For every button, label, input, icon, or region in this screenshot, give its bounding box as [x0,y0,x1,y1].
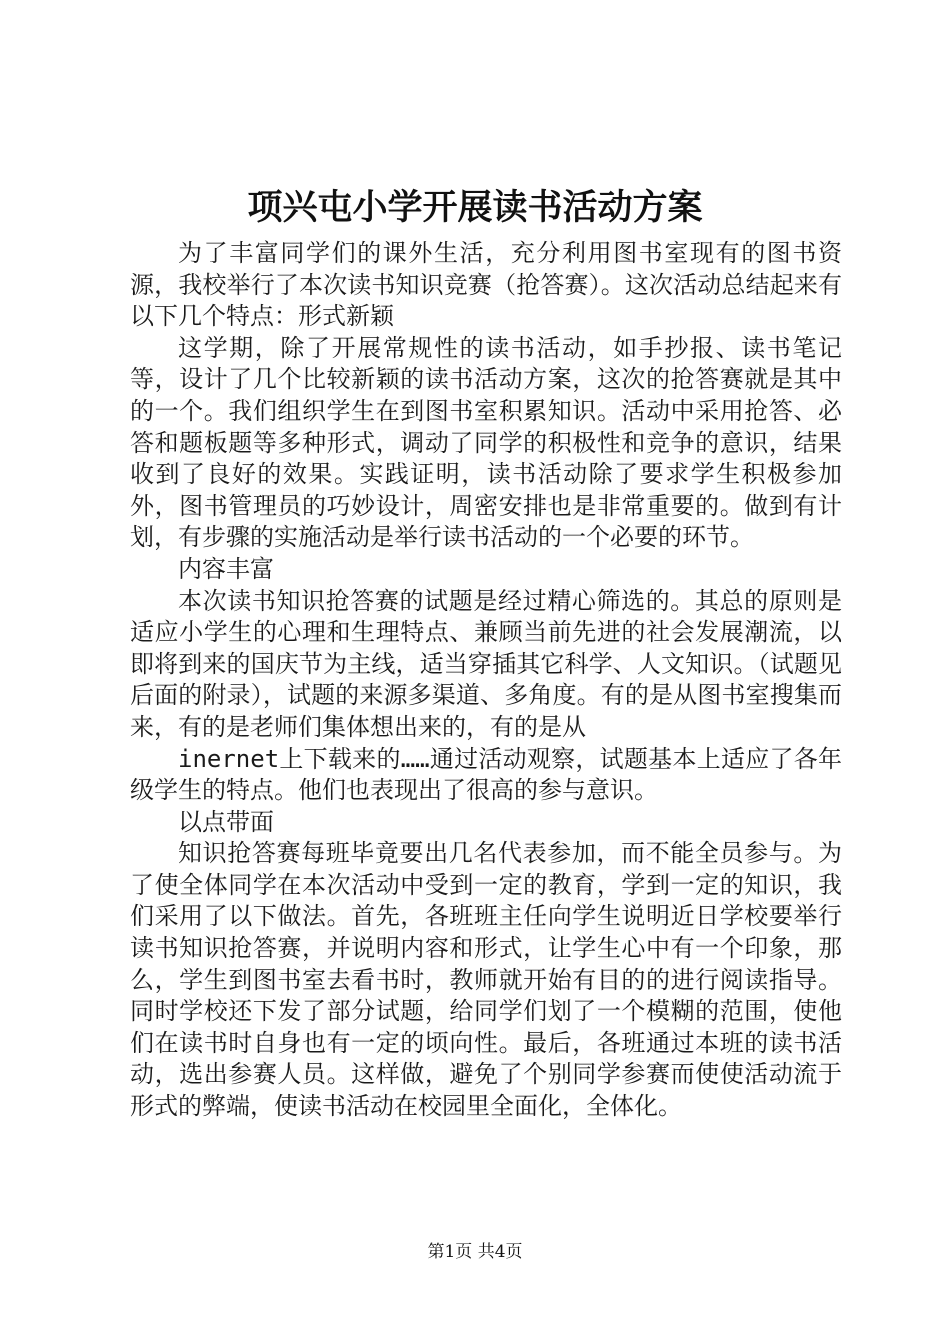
paragraph-intro: 为了丰富同学们的课外生活，充分利用图书室现有的图书资源，我校举行了本次读书知识竞赛（抢答赛）。这次活动总结起来有以下几个特点：形式新颖 [130,239,842,331]
paragraph-content: 本次读书知识抢答赛的试题是经过精心筛选的。其总的原则是适应小学生的心理和生理特点、兼顾当前先进的社会发展潮流，以即将到来的国庆节为主线，适当穿插其它科学、人文知识。（试题见后面的附录），试题的来源多渠道、多角度。有的是从图书室搜集而来，有的是老师们集体想出来的，有的是从 [130,586,842,741]
section-heading-scope: 以点带面 [178,807,274,836]
page-footer: 第1页 共4页 [427,1242,523,1262]
document-body [130,238,842,1123]
section-heading-content: 内容丰富 [178,554,274,583]
document-title: 项兴屯小学开展读书活动方案 [247,187,703,228]
paragraph-content-continued: inernet上下载来的……通过活动观察，试题基本上适应了各年级学生的特点。他们也表现出了很高的参与意识。 [130,744,842,805]
paragraph-form: 这学期，除了开展常规性的读书活动，如手抄报、读书笔记等，设计了几个比较新颖的读书活动方案，这次的抢答赛就是其中的一个。我们组织学生在到图书室积累知识。活动中采用抢答、必答和题板题等多种形式，调动了同学的积极性和竞争的意识，结果收到了良好的效果。实践证明，读书活动除了要求学生积极参加外，图书管理员的巧妙设计，周密安排也是非常重要的。做到有计划，有步骤的实施活动是举行读书活动的一个必要的环节。 [130,333,842,552]
paragraph-scope: 知识抢答赛每班毕竟要出几名代表参加，而不能全员参与。为了使全体同学在本次活动中受到一定的教育，学到一定的知识，我们采用了以下做法。首先，各班班主任向学生说明近日学校要举行读书知识抢答赛，并说明内容和形式，让学生心中有一个印象，那么，学生到图书室去看书时，教师就开始有目的的进行阅读指导。同时学校还下发了部分试题，给同学们划了一个模糊的范围，使他们在读书时自身也有一定的顷向性。最后，各班通过本班的读书活动，选出参赛人员。这样做，避免了个别同学参赛而使使活动流于形式的弊端，使读书活动在校园里全面化，全体化。 [130,839,842,1121]
